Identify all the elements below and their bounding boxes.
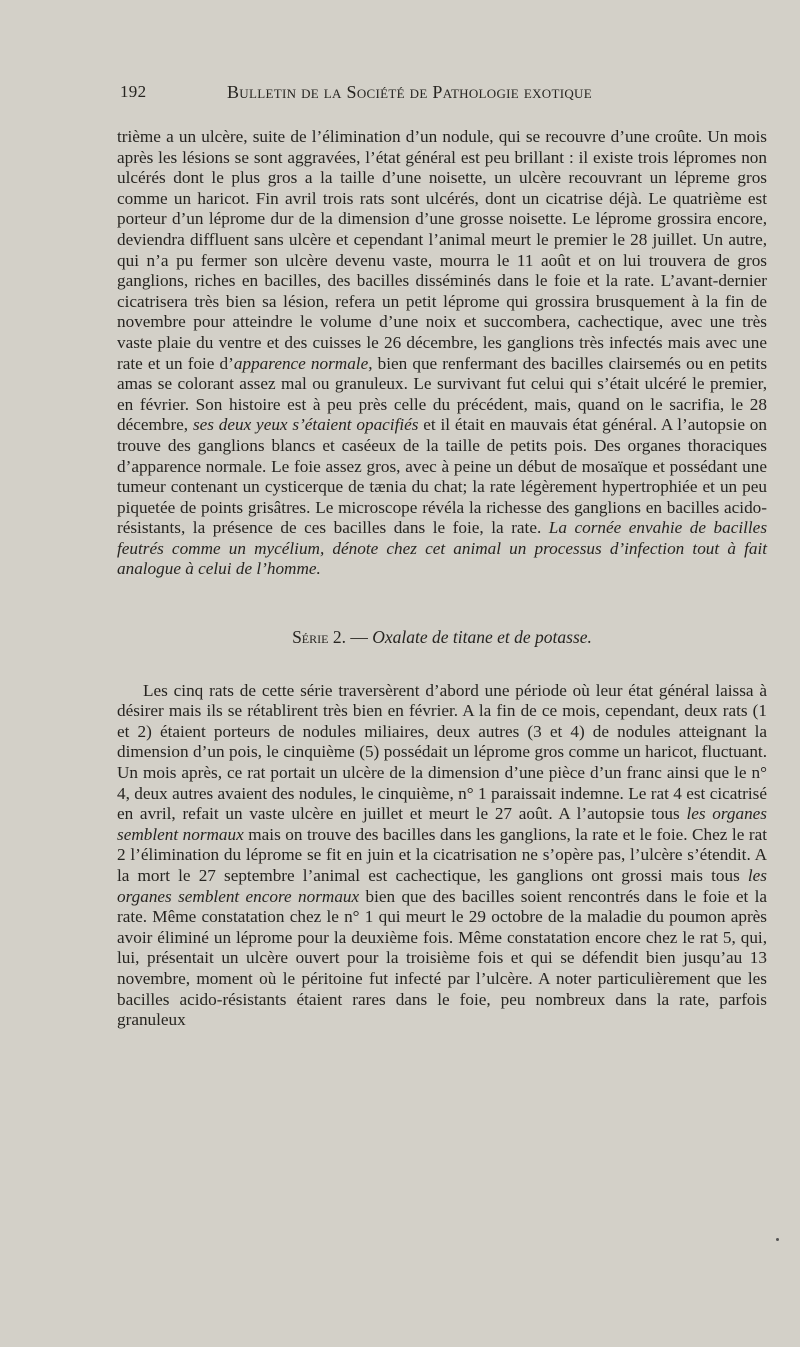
text-run: bien que des bacilles soient rencontrés dans le foie et la rate. Même constatation chez le n° 1 qui meurt le 29 octobre de la maladie du poumon après avoir éliminé un léprome pour la deuxième fois. Même constatation encore chez le rat 5, qui, lui, présentait un ulcère ouvert pour la troisième fois et qui se défendit bien jusqu’au 13 novembre, moment où le péritoine fut infecté par l’ulcère. A noter particulièrement que les bacilles acido-résistants étaient rares dans le foie, peu nombreux dans la rate, parfois granuleux: [117, 886, 767, 1030]
paper-speck: [776, 1238, 779, 1241]
paragraph-serie-2: [117, 681, 767, 1031]
running-header: [120, 80, 668, 108]
italic-run: ses deux yeux s’étaient opacifiés: [192, 415, 419, 435]
article-body: [117, 127, 767, 1031]
page-number: 192: [120, 82, 147, 101]
section-heading: [117, 627, 767, 648]
heading-serie: Série: [292, 627, 329, 648]
text-run: bien que renfermant des bacilles clairsemés ou en petits amas se colorant assez mal ou granuleux. Le survivant fut celui qui s’était ulcéré le premier, en février. Son histoire est à peu près celle du précédent, mais, quand on le sacrifia, le 28 décembre,: [117, 353, 768, 435]
journal-title: Bulletin de la Société de Pathologie exotique: [227, 82, 592, 102]
text-run: et il était en mauvais état général. A l’autopsie on trouve des ganglions blancs et caséeux de la taille de petits pois. Des organes thoraciques d’apparence normale. Le foie assez gros, avec à peine un début de mosaïque et possédant une tumeur contenant un cysticerque de tænia du chat; la rate légèrement hypertrophiée et un peu piquetée de points grisâtres. Le microscope révéla la richesse des ganglions en bacilles acido-résistants, la présence de ces bacilles dans le foie, la rate.: [117, 415, 767, 538]
text-run: mais on trouve des bacilles dans les ganglions, la rate et le foie. Chez le rat 2 l’élimination du léprome se fit en juin et la cicatrisation ne s’opère pas, l’ulcère s’étendit. A la mort le 27 septembre l’animal est cachectique, les ganglions ont grossi mais tous: [117, 824, 767, 885]
italic-run: La cornée envahie de bacilles feutrés comme un mycélium, dénote chez cet animal un processus d’infection tout à fait analogue à celui de l’homme.: [117, 518, 768, 579]
heading-title: Oxalate de titane et de potasse.: [372, 627, 592, 648]
italic-run: apparence normale,: [233, 353, 373, 373]
heading-number: 2. —: [328, 627, 373, 648]
italic-run: les organes semblent encore normaux: [117, 866, 767, 906]
paragraph-continuation: [117, 127, 767, 580]
italic-run: les organes semblent normaux: [117, 804, 767, 844]
text-run: Les cinq rats de cette série traversèrent d’abord une période où leur état général laissa à désirer mais ils se rétablirent très bien en février. A la fin de ce mois, cependant, deux rats (1 et 2) étaient porteurs de nodules miliaires, deux autres (3 et 4) de nodules atteignant la dimension d’un pois, le cinquième (5) possédait un léprome gros comme un haricot, fluctuant. Un mois après, ce rat portait un ulcère de la dimension d’une pièce d’un franc ainsi que le n° 4, deux autres avaient des nodules, le cinquième, n° 1 paraissait indemne. Le rat 4 est cicatrisé en avril, refait un vaste ulcère en juillet et meurt le 27 août. A l’autopsie tous: [117, 680, 767, 824]
text-run: trième a un ulcère, suite de l’élimination d’un nodule, qui se recouvre d’une croûte. Un mois après les lésions se sont aggravées, l’état général est peu brillant : il existe trois lépromes non ulcérés dont le plus gros a la taille d’une noisette, un ulcère recouvrant un lépreme gros comme un haricot. Fin avril trois rats sont ulcérés, dont un cicatrise déjà. Le quatrième est porteur d’un léprome dur de la dimension d’une grosse noisette. Le léprome grossira encore, deviendra diffluent sans ulcère et cependant l’animal meurt le premier le 28 juillet. Un autre, qui n’a pu fermer son ulcère devenu vaste, mourra le 11 août et on lui trouvera de gros ganglions, riches en bacilles, des bacilles disséminés dans le foie et la rate. L’avant-dernier cicatrisera très bien sa lésion, refera un petit léprome qui grossira brusquement à la fin de novembre pour atteindre le volume d’une noix et succombera, cachectique, avec une très vaste plaie du ventre et des cuisses le 26 décembre, les ganglions très infectés mais avec une rate et un foie d’: [117, 127, 767, 373]
